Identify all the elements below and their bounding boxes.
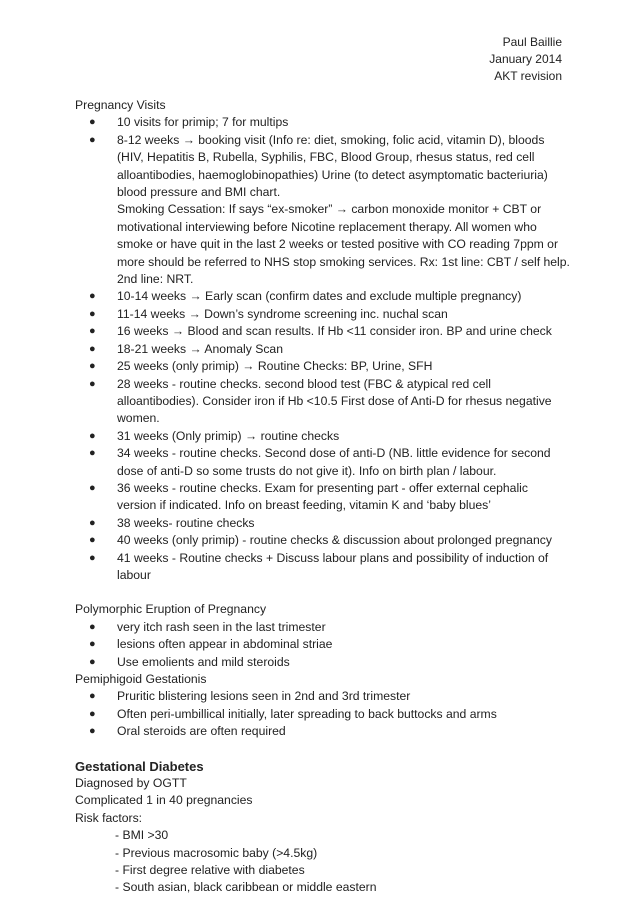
list-item: ● 38 weeks- routine checks — [75, 515, 570, 532]
author-name: Paul Baillie — [502, 35, 562, 49]
document-date: January 2014 — [489, 52, 562, 66]
document-header — [489, 34, 562, 85]
smoking-cessation-note: Smoking Cessation: If says “ex-smoker” → carbon monoxide monitor + CBT or motivational interviewing before Nicotine replacement therapy. All women who smoke or have quit in the last 2 weeks or tested positive with CO reading 7ppm or more should be referred to NHS stop smoking services. Rx: 1st line: CBT / self help. 2nd line: NRT. — [117, 202, 570, 287]
gdm-diagnosis-line: Diagnosed by OGTT — [75, 776, 187, 791]
bullet-icon: ● — [89, 377, 96, 390]
list-item: ● lesions often appear in abdominal striae — [75, 636, 570, 653]
list-item: ● 36 weeks - routine checks. Exam for presenting part - offer external cephalic version if indicated. Info on breast feeding, vitamin K and ‘baby blues’ — [89, 480, 528, 513]
list-item: ● 40 weeks (only primip) - routine checks & discussion about prolonged pregnancy — [75, 532, 570, 549]
list-item: ● very itch rash seen in the last trimester — [75, 619, 570, 636]
bullet-icon: ● — [89, 307, 96, 320]
bullet-icon: ● — [89, 638, 96, 651]
list-item: ● 11-14 weeks → Down’s syndrome screening inc. nuchal scan — [75, 306, 570, 323]
list-item: ● Often peri-umbillical initially, later spreading to back buttocks and arms — [75, 706, 570, 723]
list-item: ● 10-14 weeks → Early scan (confirm dates and exclude multiple pregnancy) — [75, 288, 570, 305]
list-item: ● 25 weeks (only primip) → Routine Checks: BP, Urine, SFH — [75, 358, 570, 375]
list-item: ● 31 weeks (Only primip) → routine checks — [75, 428, 570, 445]
document-body — [75, 97, 570, 897]
bullet-icon: ● — [89, 116, 96, 129]
list-item: ● 28 weeks - routine checks. second blood test (FBC & atypical red cell alloantibodies). Consider iron if Hb <10.5 First dose of Anti-D for rhesus negative women. — [89, 376, 552, 426]
bullet-icon: ● — [89, 429, 96, 442]
gdm-risk-item: - BMI >30 — [115, 828, 169, 843]
gdm-risk-label: Risk factors: — [75, 810, 143, 825]
bullet-icon: ● — [89, 707, 96, 720]
bullet-icon: ● — [89, 360, 96, 373]
list-item: ● 8-12 weeks → booking visit (Info re: diet, smoking, folic acid, vitamin D), bloods (HIV, Hepatitis B, Rubella, Syphilis, FBC, Blood Group, rhesus status, red cell alloantibodies, haemoglobinopathies) Urine (to detect asymptomatic bacteriuria) blood pressure and BMI chart. Smoking Cessation: If says “ex-smoker” → carbon monoxide monitor + CBT or motivational interviewing before Nicotine replacement therapy. All women who smoke or have quit in the last 2 weeks or tested positive with CO reading 7ppm or more should be referred to NHS stop smoking services. Rx: 1st line: CBT / self help. 2nd line: NRT. — [75, 132, 570, 289]
bullet-icon: ● — [89, 534, 96, 547]
list-item: ● Oral steroids are often required — [75, 723, 570, 740]
bullet-icon: ● — [89, 516, 96, 529]
pregnancy-visits-list — [75, 114, 570, 584]
gdm-incidence-line: Complicated 1 in 40 pregnancies — [75, 793, 253, 808]
pemphigoid-title: Pemiphigoid Gestationis — [75, 672, 207, 686]
section-spacer — [75, 741, 570, 758]
bullet-icon: ● — [89, 447, 96, 460]
bullet-icon: ● — [89, 133, 96, 146]
bullet-icon: ● — [89, 325, 96, 338]
section-spacer — [75, 584, 570, 601]
bullet-icon: ● — [89, 290, 96, 303]
bullet-icon: ● — [89, 342, 96, 355]
pregnancy-visits-title: Pregnancy Visits — [75, 98, 166, 112]
gdm-risk-item: - First degree relative with diabetes — [115, 863, 305, 878]
bullet-icon: ● — [89, 725, 96, 738]
document-topic: AKT revision — [494, 69, 562, 83]
list-item: ● 16 weeks → Blood and scan results. If Hb <11 consider iron. BP and urine check — [75, 323, 570, 340]
gdm-risk-item: - Previous macrosomic baby (>4.5kg) — [115, 845, 318, 860]
gdm-risk-item: - South asian, black caribbean or middle eastern — [115, 880, 377, 895]
list-item: ● 18-21 weeks → Anomaly Scan — [75, 341, 570, 358]
gdm-title: Gestational Diabetes — [75, 758, 204, 774]
bullet-icon: ● — [89, 690, 96, 703]
list-item: ● 10 visits for primip; 7 for multips — [75, 114, 570, 131]
bullet-icon: ● — [89, 551, 96, 564]
list-item: ● 34 weeks - routine checks. Second dose of anti-D (NB. little evidence for second dose of anti-D so some trusts do not give it). Info on birth plan / labour. — [89, 446, 551, 478]
pemphigoid-list — [75, 688, 570, 740]
bullet-icon: ● — [89, 620, 96, 633]
pep-title: Polymorphic Eruption of Pregnancy — [75, 602, 267, 617]
list-item: ● Pruritic blistering lesions seen in 2nd and 3rd trimester — [75, 688, 570, 705]
pep-list — [75, 619, 570, 671]
bullet-icon: ● — [89, 481, 96, 494]
list-item: ● 41 weeks - Routine checks + Discuss labour plans and possibility of induction of labour — [89, 550, 549, 582]
list-item: ● Use emolients and mild steroids — [75, 654, 570, 671]
bullet-icon: ● — [89, 655, 96, 668]
